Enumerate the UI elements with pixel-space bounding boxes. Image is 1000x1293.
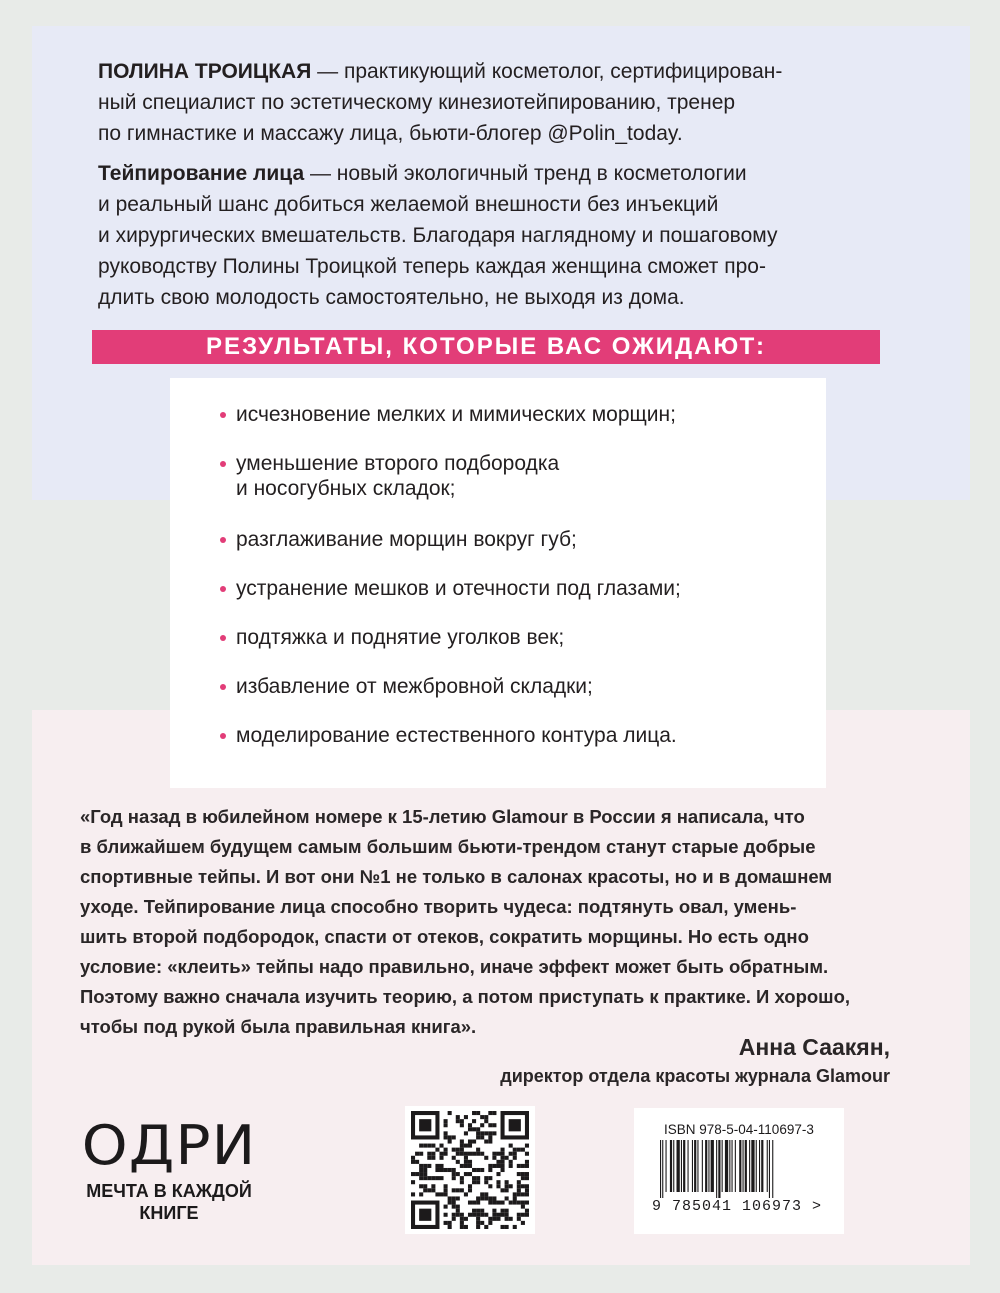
quote-line: условие: «клеить» тейпы надо правильно, иначе эффект может быть обратным.	[80, 956, 829, 977]
publisher-logo	[76, 1114, 262, 1224]
publisher-tagline: МЕЧТА В КАЖДОЙ КНИГЕ	[86, 1181, 252, 1223]
bullet-dot	[220, 412, 226, 418]
list-item-text: разглаживание морщин вокруг губ;	[236, 528, 577, 551]
bullet-dot	[220, 537, 226, 543]
quote-line: в ближайшем будущем самым большим бьюти-трендом станут старые добрые	[80, 836, 816, 857]
qr-code	[405, 1106, 535, 1234]
topic-line2: и реальный шанс добиться желаемой внешности без инъекций	[98, 193, 719, 216]
ean-digits: 9 785041 106973 >	[652, 1198, 823, 1215]
author-bio-line1: — практикующий косметолог, сертифицирован-	[311, 60, 783, 83]
quote-line: спортивные тейпы. И вот они №1 не только в салонах красоты, но и в домашнем	[80, 866, 833, 887]
results-card	[170, 378, 826, 788]
author-bio-line2: ный специалист по эстетическому кинезиотейпированию, тренер	[98, 91, 736, 114]
publisher-name: ОДРИ	[81, 1114, 257, 1177]
author-bio	[98, 56, 898, 149]
results-heading: РЕЗУЛЬТАТЫ, КОТОРЫЕ ВАС ОЖИДАЮТ:	[92, 330, 880, 364]
bullet-dot	[220, 684, 226, 690]
isbn-label: ISBN 978-5-04-110697-3	[664, 1122, 814, 1137]
topic-line1: — новый экологичный тренд в косметологии	[304, 162, 747, 185]
barcode-icon	[660, 1140, 820, 1198]
quote-line: уходе. Тейпирование лица способно творить чудеса: подтянуть овал, умень-	[80, 896, 797, 917]
bullet-dot	[220, 635, 226, 641]
topic-line5: длить свою молодость самостоятельно, не выходя из дома.	[98, 286, 685, 309]
review-quote	[80, 802, 898, 1042]
author-bio-line3: по гимнастике и массажу лица, бьюти-блогер @Polin_today.	[98, 122, 683, 145]
bullet-dot	[220, 586, 226, 592]
isbn-barcode	[634, 1108, 844, 1234]
qr-code-icon	[411, 1111, 529, 1229]
list-item-text: устранение мешков и отечности под глазами;	[236, 577, 681, 600]
topic-title: Тейпирование лица	[98, 162, 305, 185]
list-item-text: моделирование естественного контура лица.	[236, 724, 677, 747]
quote-line: «Год назад в юбилейном номере к 15-летию Glamour в России я написала, что	[80, 806, 805, 827]
quote-line: шить второй подбородок, спасти от отеков, сократить морщины. Но есть одно	[80, 926, 809, 947]
quote-line: чтобы под рукой была правильная книга».	[80, 1016, 477, 1037]
bullet-dot	[220, 461, 226, 467]
list-item-text: избавление от межбровной складки;	[236, 675, 593, 698]
quote-author-role: директор отдела красоты журнала Glamour	[500, 1066, 890, 1086]
list-item-text: подтяжка и поднятие уголков век;	[236, 626, 565, 649]
quote-line: Поэтому важно сначала изучить теорию, а потом приступать к практике. И хорошо,	[80, 986, 851, 1007]
topic-line3: и хирургических вмешательств. Благодаря наглядному и пошаговому	[98, 224, 778, 247]
author-name: ПОЛИНА ТРОИЦКАЯ	[98, 60, 312, 83]
list-item-text: уменьшение второго подбородка и носогубных складок;	[236, 452, 560, 500]
list-item-text: исчезновение мелких и мимических морщин;	[236, 403, 676, 426]
quote-author: Анна Саакян,	[738, 1034, 890, 1060]
topic-line4: руководству Полины Троицкой теперь каждая женщина сможет про-	[98, 255, 766, 278]
topic-description	[98, 158, 898, 313]
bullet-dot	[220, 733, 226, 739]
